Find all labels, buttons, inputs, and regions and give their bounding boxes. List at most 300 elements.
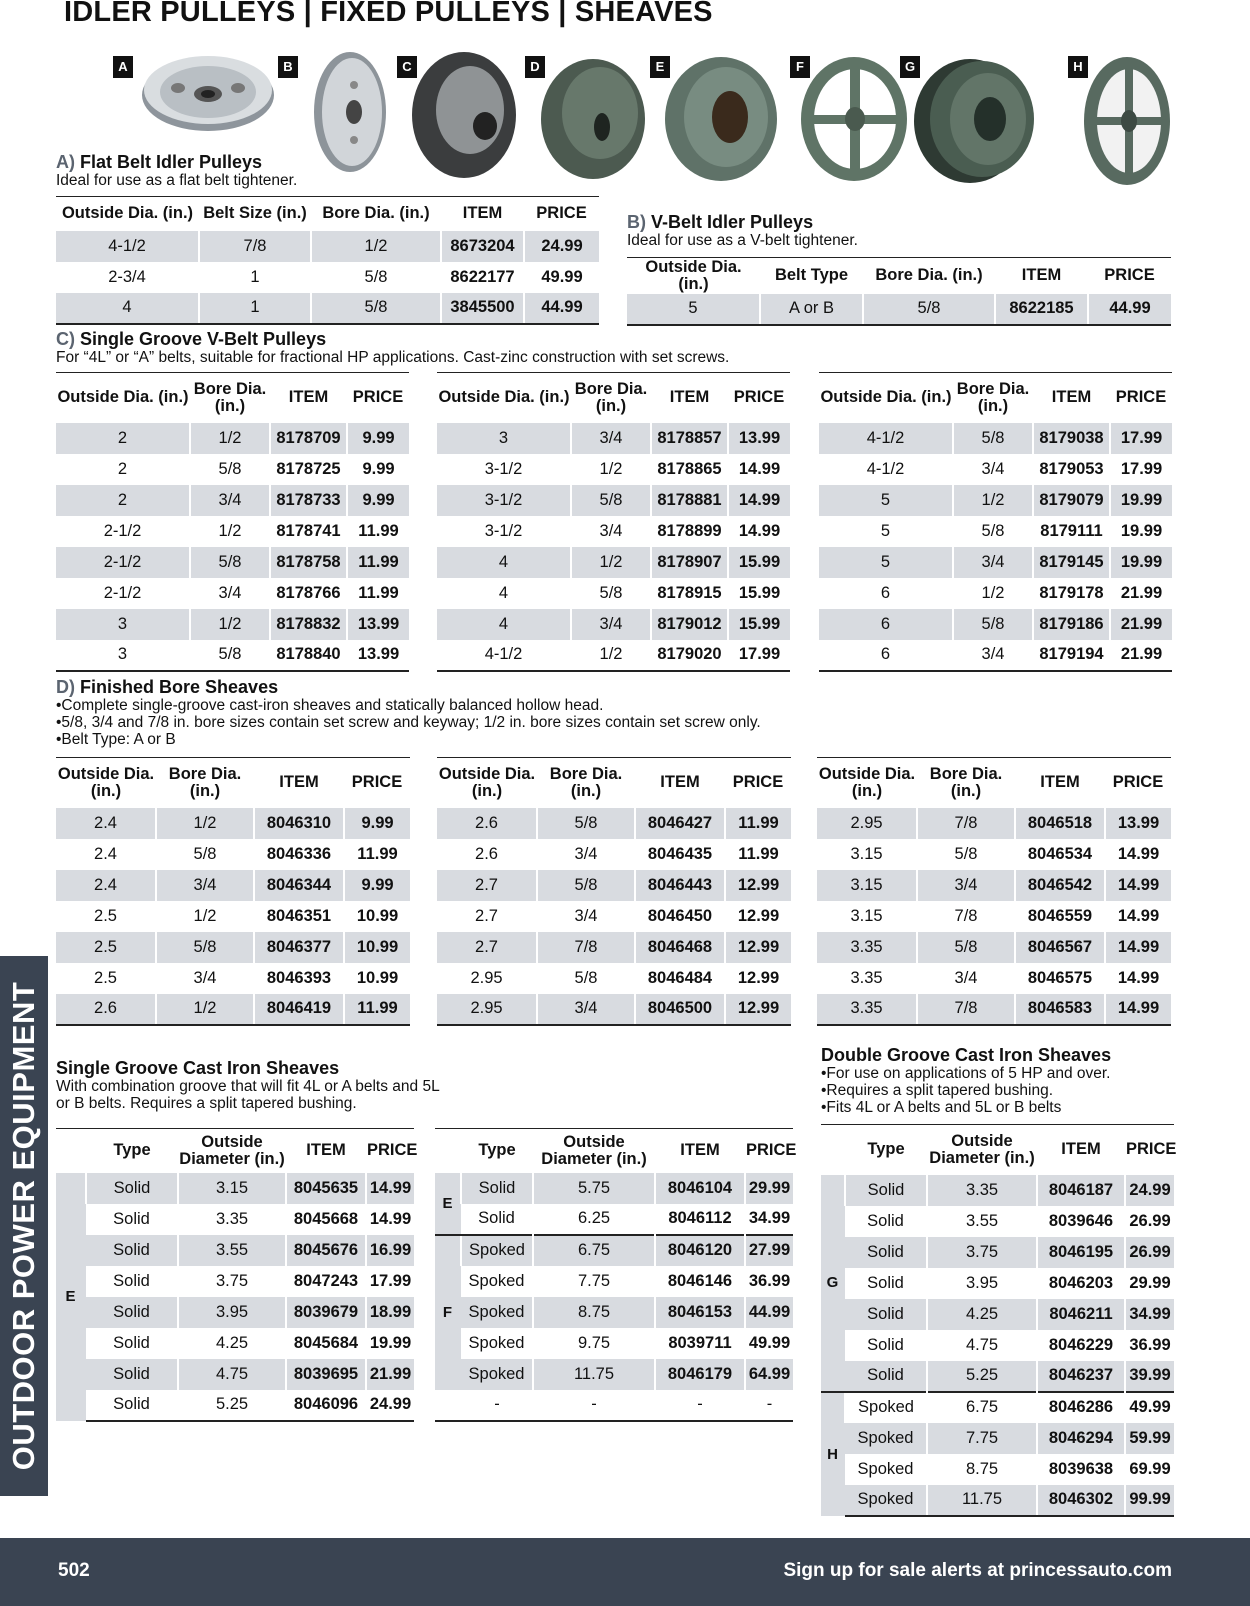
header-cell: Bore Dia. (in.) [168,764,242,800]
group-label: E [56,1173,86,1421]
table-cell: 4 [498,583,509,602]
table-cell: Solid [845,1237,927,1268]
section-a-title: Flat Belt Idler Pulleys [80,152,263,172]
table-cell: 1/2 [571,640,651,671]
sheave-h-image [1082,55,1172,187]
table-cell: 8046096 [286,1390,366,1421]
section-c-desc: For “4L” or “A” belts, suitable for fractional HP applications. Cast-zinc construction with set screws. [56,349,730,366]
table-cell: Spoked [845,1423,927,1454]
section-d-bullet: •Belt Type: A or B [56,731,176,748]
table-cell: 8179012 [651,609,728,640]
table-cell: Solid [461,1204,533,1235]
table-cell: 8178832 [270,609,347,640]
table-cell: 8046542 [1015,870,1105,901]
table-row [819,423,1172,454]
table-cell: 3-1/2 [484,459,523,478]
table-row [56,516,409,547]
table-cell: 8039679 [286,1297,366,1328]
table-cell: Spoked [461,1359,533,1390]
table-cell: 8045635 [286,1173,366,1204]
header-cell: PRICE [1115,388,1167,407]
sheave-f-image [798,55,910,183]
header-cell [56,1129,86,1173]
table-cell: 5/8 [571,578,651,609]
table-cell: 2.5 [94,906,117,925]
table-cell: 5/8 [917,839,1015,870]
table-cell: 8046534 [1015,839,1105,870]
table-cell: 4.25 [927,1299,1037,1330]
table-row [821,1361,1174,1392]
header-cell: PRICE [536,204,587,223]
double-groove-bullet: •For use on applications of 5 HP and over. [821,1065,1111,1082]
section-a-desc: Ideal for use as a flat belt tightener. [56,172,298,189]
table-cell: 2.4 [94,844,117,863]
table-row [56,454,409,485]
table-cell: 26.99 [1125,1206,1174,1237]
single-groove-v-belt-table-2 [437,372,790,672]
table-cell: 8178907 [651,547,728,578]
table-cell: 14.99 [1105,870,1171,901]
table-row [56,547,409,578]
table-row [56,423,409,454]
table-cell: 17.99 [728,640,790,671]
table-cell: 3.55 [178,1235,286,1266]
table-cell: 8622177 [441,262,524,293]
table-cell: Spoked [461,1297,533,1328]
table-cell: 5/8 [953,516,1033,547]
table-row [821,1237,1174,1268]
table-cell: 8046344 [254,870,344,901]
table-cell: 11.99 [725,808,791,839]
section-b-letter: B) [627,212,646,232]
table-row [56,1173,414,1204]
table-cell: 8046112 [655,1204,745,1235]
header-cell: Bore Dia. (in.) [875,266,983,285]
table-cell: 44.99 [745,1297,793,1328]
header-cell: ITEM [279,773,319,792]
table-cell: 8178840 [270,640,347,671]
table-cell: 21.99 [1110,578,1172,609]
header-cell: Outside Dia. (in.) [820,388,952,407]
table-row [821,1268,1174,1299]
section-d-heading [56,677,761,748]
image-label-g: G [900,56,920,78]
table-cell: 3 [56,640,190,671]
table-cell: 34.99 [745,1204,793,1235]
header-cell: Outside Dia. (in.) [438,764,536,800]
table-cell: 11.99 [347,516,409,547]
double-groove-title: Double Groove Cast Iron Sheaves [821,1045,1112,1065]
table-row [435,1204,793,1235]
table-cell: 15.99 [728,609,790,640]
table-cell: 10.99 [344,932,410,963]
header-cell: ITEM [669,388,710,407]
table-cell: 24.99 [366,1390,414,1421]
table-cell: 24.99 [524,231,599,262]
table-cell: 3.35 [927,1175,1037,1206]
table-row [819,454,1172,485]
table-cell: 1/2 [156,901,254,932]
table-row [821,1206,1174,1237]
table-cell: 17.99 [366,1266,414,1297]
table-cell: Spoked [845,1485,927,1516]
table-cell: 3-1/2 [484,521,523,540]
table-cell: 5/8 [156,932,254,963]
header-row [56,758,410,808]
table-cell: 4.75 [927,1330,1037,1361]
table-row [56,839,410,870]
finished-bore-table-1 [56,757,410,1026]
group-label: F [435,1235,461,1390]
table-cell: 2 [56,423,190,454]
footer-cta: Sign up for sale alerts at princessauto.com [783,1560,1172,1581]
table-cell: Spoked [845,1392,927,1423]
table-cell: 2.7 [437,932,537,963]
table-cell: 4-1/2 [437,640,571,671]
table-row [435,1297,793,1328]
table-cell: Spoked [845,1454,927,1485]
table-cell: 9.99 [347,485,409,516]
single-groove-cast-iron-heading [56,1058,440,1112]
table-cell: 21.99 [1110,640,1172,671]
single-groove-cast-iron-table-1 [56,1128,418,1422]
sheave-e-image [662,55,780,183]
table-cell: 8179178 [1033,578,1110,609]
table-row [56,870,410,901]
table-cell: 2.95 [470,968,503,987]
table-cell: 8046336 [254,839,344,870]
group-label: H [821,1392,845,1516]
table-row [821,1392,1174,1423]
table-cell: 8039695 [286,1359,366,1390]
section-b-title: V-Belt Idler Pulleys [651,212,814,232]
table-cell: 8046351 [254,901,344,932]
table-cell: 7/8 [537,932,635,963]
table-cell: 18.99 [366,1297,414,1328]
table-cell: 4-1/2 [866,459,905,478]
table-row [819,640,1172,671]
group-label: E [435,1173,461,1235]
table-row [56,262,599,293]
table-cell: 5 [880,521,891,540]
header-cell: ITEM [1061,1140,1101,1159]
table-cell: 12.99 [725,870,791,901]
table-cell: 5/8 [156,839,254,870]
table-cell: 8046195 [1037,1237,1125,1268]
table-row [817,963,1171,994]
table-cell: 8046559 [1015,901,1105,932]
table-cell: 3.15 [850,906,883,925]
table-cell: 5 [627,294,760,325]
table-cell: Solid [86,1173,178,1204]
table-cell: 2.7 [475,906,498,925]
header-cell: PRICE [1104,266,1155,285]
table-cell: 9.99 [347,423,409,454]
header-cell: PRICE [367,1141,418,1160]
table-row [819,485,1172,516]
table-cell: 14.99 [1105,901,1171,932]
side-tab-label: OUTDOOR POWER EQUIPMENT [6,981,41,1471]
table-row [817,808,1171,839]
table-cell: 1 [199,293,311,324]
table-cell: 8045676 [286,1235,366,1266]
table-cell: 17.99 [1110,423,1172,454]
table-cell: 4-1/2 [819,423,953,454]
table-cell: 5/8 [311,262,441,293]
table-row [435,1359,793,1390]
table-cell: 8046237 [1037,1361,1125,1392]
double-groove-bullet: •Fits 4L or A belts and 5L or B belts [821,1099,1062,1116]
table-cell: 3.35 [817,994,917,1025]
table-cell: 5/8 [863,294,995,325]
single-groove-v-belt-table-3 [819,372,1172,672]
table-row [817,870,1171,901]
table-cell: 10.99 [344,963,410,994]
table-cell: 17.99 [1110,454,1172,485]
header-cell: Outside Dia. (in.) [438,388,570,407]
header-cell: Outside Dia. (in.) [61,204,194,223]
table-row [56,1390,414,1421]
table-cell: 3/4 [190,578,270,609]
table-cell: 12.99 [725,994,791,1025]
table-cell: 4 [437,547,571,578]
table-row [437,808,791,839]
table-cell: 1/2 [190,516,270,547]
section-b-heading [627,212,858,249]
table-cell: 8178899 [651,516,728,547]
table-cell: 8046302 [1037,1485,1125,1516]
table-cell: 5/8 [190,454,270,485]
table-cell: 5/8 [537,870,635,901]
table-row [56,1328,414,1359]
table-cell: 8046427 [635,808,725,839]
table-row [56,1359,414,1390]
table-cell: 5.25 [927,1361,1037,1392]
table-row [817,839,1171,870]
table-cell: 3.15 [178,1173,286,1204]
table-cell: 5/8 [571,485,651,516]
table-cell: 8178758 [270,547,347,578]
header-cell: Bore Dia. (in.) [574,379,648,415]
header-row [821,1125,1174,1175]
table-cell: 7/8 [199,231,311,262]
table-cell: 8046153 [655,1297,745,1328]
single-groove-cast-iron-table-2 [435,1128,797,1422]
table-cell: 9.99 [344,870,410,901]
table-cell: 3/4 [537,839,635,870]
table-cell: 4.25 [178,1328,286,1359]
single-groove-cast-iron-title: Single Groove Cast Iron Sheaves [56,1058,340,1078]
table-cell: 4 [437,609,571,640]
table-cell: 1/2 [953,578,1033,609]
table-cell: 19.99 [1110,547,1172,578]
header-row [56,373,409,423]
header-cell: PRICE [732,773,784,792]
table-cell: 14.99 [1105,963,1171,994]
table-cell: 5/8 [190,640,270,671]
table-cell: 8046310 [254,808,344,839]
table-cell: 64.99 [745,1359,793,1390]
table-cell: 2.6 [437,808,537,839]
table-cell: 5/8 [953,609,1033,640]
header-row [817,758,1171,808]
header-cell: Type [478,1141,516,1160]
table-cell: 1/2 [156,994,254,1025]
header-row [819,373,1172,423]
table-cell: 4 [56,293,199,324]
table-row [435,1173,793,1204]
table-row [56,231,599,262]
table-cell: 3/4 [953,640,1033,671]
table-cell: 14.99 [1105,839,1171,870]
table-cell: 8178881 [651,485,728,516]
header-cell: Bore Dia. (in.) [322,204,430,223]
table-cell: 8178741 [270,516,347,547]
table-cell: 5 [819,547,953,578]
table-cell: 11.99 [725,839,791,870]
table-cell: 2-1/2 [103,583,142,602]
table-row [817,901,1171,932]
table-cell: 3/4 [571,516,651,547]
section-d-letter: D) [56,677,75,697]
table-cell: 13.99 [347,640,409,671]
table-cell: 1/2 [190,423,270,454]
table-cell: 6.25 [533,1204,655,1235]
table-cell: 29.99 [745,1173,793,1204]
group-label [435,1390,461,1421]
table-cell: 8039711 [655,1328,745,1359]
section-d-title: Finished Bore Sheaves [80,677,279,697]
section-c-title: Single Groove V-Belt Pulleys [80,329,327,349]
table-row [56,293,599,324]
finished-bore-table-3 [817,757,1171,1026]
table-cell: 3.35 [817,932,917,963]
table-row [435,1390,793,1421]
table-cell: 3.15 [850,844,883,863]
table-row [435,1235,793,1266]
table-cell: 9.75 [533,1328,655,1359]
page-title: IDLER PULLEYS | FIXED PULLEYS | SHEAVES [64,0,713,28]
double-groove-bullet: •Requires a split tapered bushing. [821,1082,1054,1099]
table-row [627,294,1171,325]
table-cell: Solid [86,1266,178,1297]
table-row [437,516,790,547]
table-cell: 14.99 [728,485,790,516]
table-row [437,485,790,516]
table-cell: - [655,1390,745,1421]
table-cell: 44.99 [1088,294,1171,325]
table-cell: 3/4 [571,609,651,640]
pulley-a-image [138,50,278,135]
table-cell: 8046146 [655,1266,745,1297]
table-cell: 8046443 [635,870,725,901]
table-row [56,1297,414,1328]
header-cell: Type [113,1141,151,1160]
table-row [437,640,790,671]
header-cell: PRICE [1126,1140,1177,1159]
table-cell: 5/8 [190,547,270,578]
table-row [437,547,790,578]
header-cell: ITEM [462,204,503,223]
table-cell: 24.99 [1125,1175,1174,1206]
table-cell: 2.4 [56,870,156,901]
table-cell: 2.95 [437,994,537,1025]
table-cell: 5/8 [311,293,441,324]
table-cell: 5/8 [537,963,635,994]
header-cell: Bore Dia. (in.) [193,379,267,415]
header-cell: ITEM [1051,388,1092,407]
table-cell: 13.99 [1105,808,1171,839]
table-cell: 6 [880,583,891,602]
table-cell: 8178857 [651,423,728,454]
table-row [821,1423,1174,1454]
table-cell: 1/2 [571,547,651,578]
header-cell: Bore Dia. (in.) [549,764,623,800]
table-cell: 14.99 [728,454,790,485]
table-cell: 2.5 [56,932,156,963]
table-cell: 1 [199,262,311,293]
table-cell: 13.99 [347,609,409,640]
header-cell: Outside Diameter (in.) [929,1131,1035,1167]
table-cell: 9.99 [347,454,409,485]
table-cell: 2 [56,485,190,516]
table-cell: 21.99 [1110,609,1172,640]
table-cell: Spoked [461,1328,533,1359]
footer [0,1538,1250,1606]
table-row [56,578,409,609]
table-cell: 14.99 [1105,994,1171,1025]
image-label-d: D [525,56,545,78]
image-label-c: C [397,56,417,78]
table-cell: 8179186 [1033,609,1110,640]
table-row [435,1328,793,1359]
table-cell: 2-1/2 [103,521,142,540]
header-cell: ITEM [680,1141,720,1160]
table-cell: Solid [845,1206,927,1237]
table-row [56,485,409,516]
header-cell: PRICE [746,1141,797,1160]
section-d-bullet: •5/8, 3/4 and 7/8 in. bore sizes contain set screw and keyway; 1/2 in. bore sizes contain set screw only. [56,714,761,731]
table-cell: 49.99 [1125,1392,1174,1423]
header-cell: Outside Diameter (in.) [179,1132,285,1168]
table-cell: 5/8 [917,932,1015,963]
table-cell: 4-1/2 [56,231,199,262]
table-cell: 1/2 [190,609,270,640]
table-cell: 8178733 [270,485,347,516]
table-cell: 34.99 [1125,1299,1174,1330]
table-cell: 8179020 [651,640,728,671]
table-cell: 2.6 [475,844,498,863]
table-row [821,1175,1174,1206]
header-row [437,373,790,423]
table-row [56,1235,414,1266]
table-cell: 6 [819,609,953,640]
table-cell: 8.75 [927,1454,1037,1485]
table-cell: Spoked [461,1266,533,1297]
table-row [56,932,410,963]
header-cell: ITEM [1040,773,1080,792]
header-cell: Belt Type [774,266,849,285]
table-cell: 8178915 [651,578,728,609]
image-label-f: F [790,56,810,78]
table-cell: 1/2 [311,231,441,262]
image-label-e: E [650,56,670,78]
header-row [56,1129,414,1173]
table-cell: 7.75 [533,1266,655,1297]
table-cell: 4.75 [178,1359,286,1390]
table-cell: 3 [56,609,190,640]
header-cell: Outside Dia. (in.) [57,764,155,800]
